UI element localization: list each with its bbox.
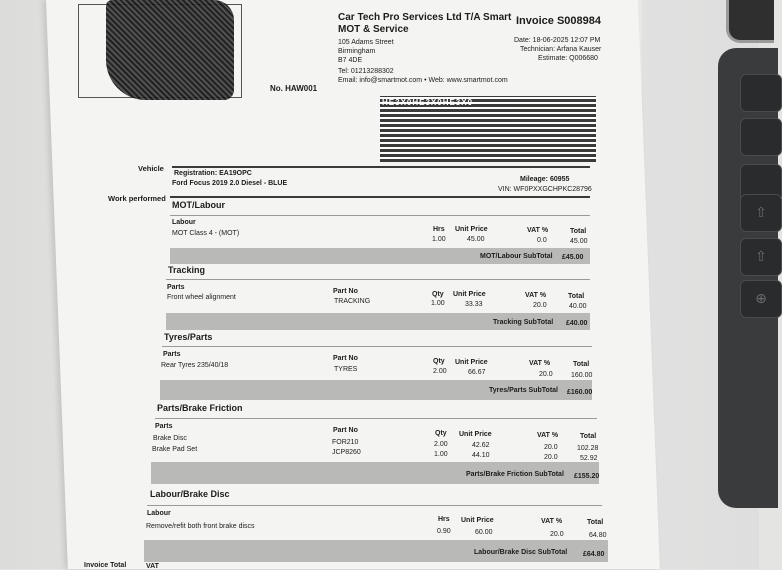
work-performed-label: Work performed	[108, 194, 166, 203]
line-item-part-no: JCP8260	[332, 449, 361, 456]
subtotal-label: Parts/Brake Friction SubTotal	[466, 471, 564, 478]
subtotal-label: MOT/Labour SubTotal	[480, 253, 553, 260]
garage-address-line1: 105 Adams Street	[338, 39, 394, 46]
section-title-mot-labour: MOT/Labour	[172, 200, 225, 210]
section-divider	[170, 196, 590, 198]
line-item-unit-price: 33.33	[465, 301, 483, 308]
line-item-description: Remove/refit both front brake discs	[146, 523, 255, 530]
garage-tel: Tel: 01213288302	[338, 68, 394, 75]
header-vat: VAT %	[525, 292, 547, 299]
group-label: Parts	[155, 423, 173, 430]
header-unit-price: Unit Price	[455, 226, 488, 233]
subtotal-value: £64.80	[583, 551, 605, 558]
line-item-unit-price: 45.00	[467, 236, 485, 243]
subtotal-value: £155.20	[574, 473, 600, 480]
header-qty: Qty	[433, 358, 445, 365]
invoice-technician: Technician: Arfana Kauser	[520, 46, 602, 53]
header-hrs: Hrs	[438, 516, 450, 523]
garage-address-line3: B7 4DE	[338, 57, 363, 64]
header-total: Total	[570, 228, 587, 235]
vehicle-label: Vehicle	[138, 164, 164, 173]
header-part-no: Part No	[333, 288, 358, 295]
shift-key-icon: ⇧	[740, 194, 782, 232]
divider	[166, 279, 590, 280]
keyboard-key	[740, 118, 782, 156]
vat-label: VAT	[146, 563, 159, 570]
line-item-total: 40.00	[569, 303, 587, 310]
group-label: Parts	[163, 351, 181, 358]
header-total: Total	[573, 361, 590, 368]
section-title-labour-brake-disc: Labour/Brake Disc	[150, 489, 230, 499]
vehicle-description: Ford Focus 2019 2.0 Diesel - BLUE	[172, 180, 288, 187]
header-part-no: Part No	[333, 355, 358, 362]
line-item-vat: 20.0	[550, 531, 564, 538]
divider	[162, 346, 592, 347]
subtotal-value: £40.00	[566, 320, 588, 327]
invoice-title: Invoice S008984	[516, 15, 602, 27]
divider	[155, 418, 597, 419]
subtotal-value: £160.00	[567, 389, 593, 396]
line-item-description: MOT Class 4 - (MOT)	[172, 230, 240, 237]
line-item-total: 64.80	[589, 532, 607, 539]
document-number: No. HAW001	[270, 84, 318, 93]
line-item-total: 102.28	[577, 445, 599, 452]
divider	[147, 505, 602, 506]
line-item-unit-price: 42.62	[472, 442, 490, 449]
redaction-scribble	[106, 0, 234, 100]
redacted-block	[380, 96, 596, 162]
invoice-estimate: Estimate: Q006680	[538, 55, 598, 62]
line-item-description: Brake Disc	[153, 435, 187, 442]
group-label: Labour	[147, 510, 171, 517]
garage-email-web: Email: info@smartmot.com • Web: www.smartmot.com	[338, 77, 508, 84]
line-item-vat: 20.0	[544, 454, 558, 461]
line-item-total: 160.00	[571, 372, 593, 379]
line-item-vat: 0.0	[537, 237, 547, 244]
keyboard-key	[740, 74, 782, 112]
keyboard	[718, 48, 778, 508]
subtotal-value: £45.00	[562, 254, 584, 261]
vehicle-registration: Registration: EA19OPC	[174, 170, 252, 177]
section-title-tracking: Tracking	[168, 265, 206, 275]
invoice-date: Date: 18-06-2025 12:07 PM	[514, 37, 601, 44]
line-item-part-no: FOR210	[332, 439, 359, 446]
line-item-qty: 1.00	[434, 451, 448, 458]
line-item-description: Rear Tyres 235/40/18	[161, 362, 229, 369]
header-unit-price: Unit Price	[455, 359, 488, 366]
header-total: Total	[568, 293, 585, 300]
garage-address-line2: Birmingham	[338, 48, 376, 55]
line-item-total: 45.00	[570, 238, 588, 245]
globe-key-icon: ⊕	[740, 280, 782, 318]
subtotal-label: Tracking SubTotal	[493, 319, 554, 326]
phone-corner	[726, 0, 774, 43]
divider	[172, 166, 590, 168]
section-title-parts-brake-friction: Parts/Brake Friction	[157, 403, 243, 413]
header-qty: Qty	[435, 430, 447, 437]
header-total: Total	[580, 433, 597, 440]
header-vat: VAT %	[529, 360, 551, 367]
header-total: Total	[587, 519, 604, 526]
header-part-no: Part No	[333, 427, 358, 434]
header-hrs: Hrs	[433, 226, 445, 233]
garage-name-line2: MOT & Service	[338, 24, 409, 35]
header-unit-price: Unit Price	[461, 517, 494, 524]
redacted-text: HE3X0HE3X0HE3X0	[382, 98, 474, 107]
line-item-qty: 2.00	[433, 368, 447, 375]
vehicle-mileage: Mileage: 60955	[520, 176, 570, 183]
header-vat: VAT %	[541, 518, 563, 525]
section-title-tyres-parts: Tyres/Parts	[164, 332, 213, 342]
vehicle-vin: VIN: WF0PXXGCHPKC28796	[498, 186, 592, 193]
line-item-vat: 20.0	[544, 444, 558, 451]
header-unit-price: Unit Price	[459, 431, 492, 438]
header-vat: VAT %	[527, 227, 549, 234]
line-item-total: 52.92	[580, 455, 598, 462]
line-item-vat: 20.0	[539, 371, 553, 378]
subtotal-label: Tyres/Parts SubTotal	[489, 387, 558, 394]
line-item-qty: 2.00	[434, 441, 448, 448]
garage-name-line1: Car Tech Pro Services Ltd T/A Smart	[338, 12, 512, 23]
line-item-unit-price: 60.00	[475, 529, 493, 536]
line-item-part-no: TYRES	[334, 366, 358, 373]
subtotal-label: Labour/Brake Disc SubTotal	[474, 549, 568, 556]
group-label: Parts	[167, 284, 185, 291]
divider	[170, 215, 590, 216]
header-vat: VAT %	[537, 432, 559, 439]
header-unit-price: Unit Price	[453, 291, 486, 298]
line-item-hrs: 1.00	[432, 236, 446, 243]
line-item-qty: 1.00	[431, 300, 445, 307]
group-label: Labour	[172, 219, 196, 226]
line-item-description: Brake Pad Set	[152, 446, 198, 453]
line-item-vat: 20.0	[533, 302, 547, 309]
header-qty: Qty	[432, 291, 444, 298]
line-item-hrs: 0.90	[437, 528, 451, 535]
invoice-total-label: Invoice Total	[84, 562, 127, 569]
line-item-part-no: TRACKING	[334, 298, 371, 305]
line-item-description: Front wheel alignment	[167, 294, 236, 301]
shift-key-icon: ⇧	[740, 238, 782, 276]
line-item-unit-price: 66.67	[468, 369, 486, 376]
line-item-unit-price: 44.10	[472, 452, 490, 459]
